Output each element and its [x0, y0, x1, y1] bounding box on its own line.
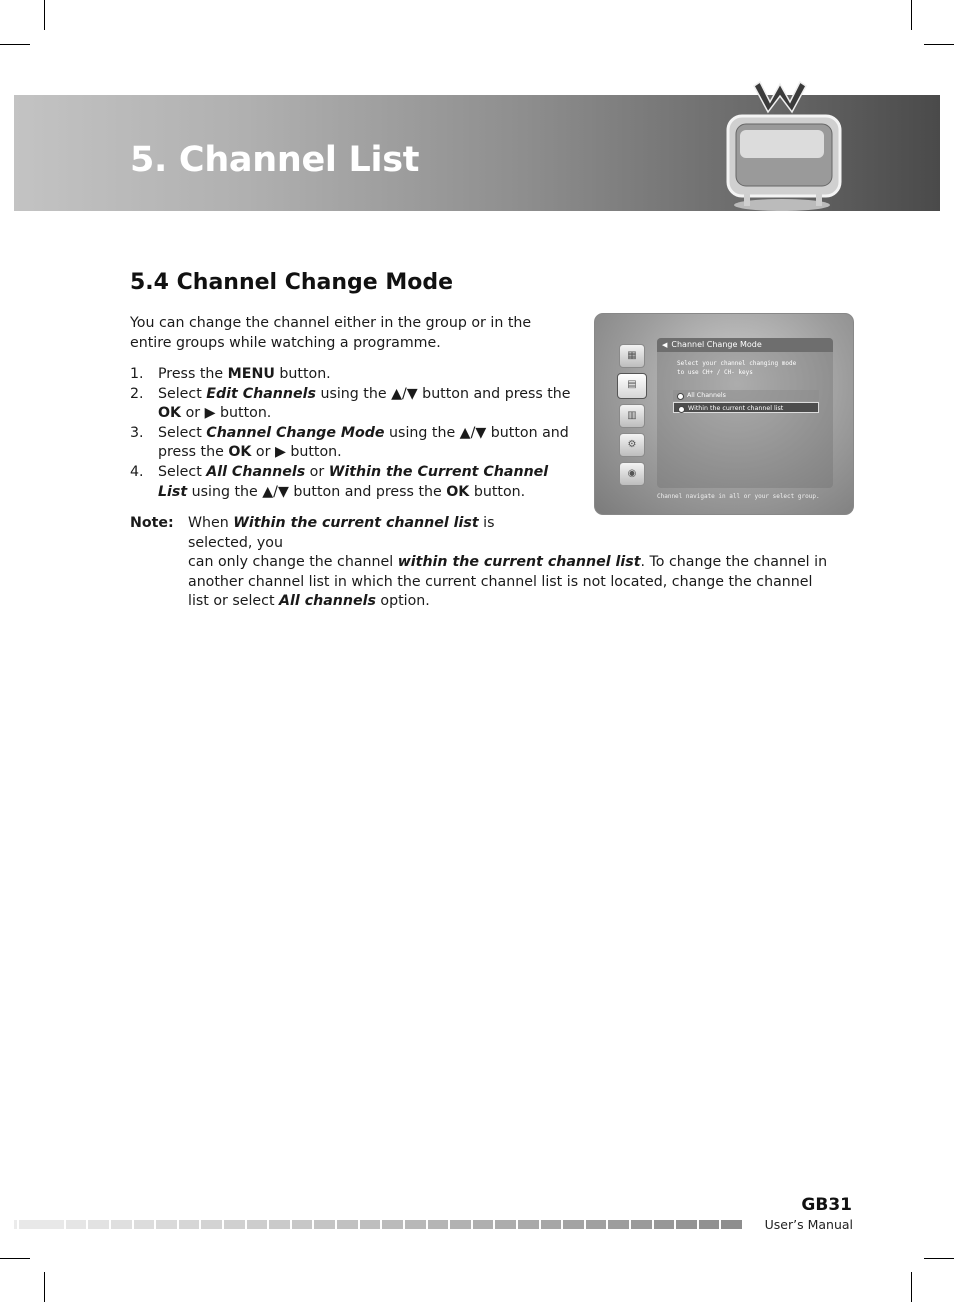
footer-bar-segment [608, 1220, 629, 1229]
intro-paragraph: You can change the channel either in the group or in the entire groups while watching a programme. [130, 315, 532, 351]
footer-bar-segment [247, 1220, 268, 1229]
text-run: using the ▲/▼ button and press the [158, 424, 569, 461]
footer-bar-segment [66, 1220, 87, 1229]
chapter-title: 5. Channel List [130, 140, 420, 180]
footer-bar-segment [586, 1220, 607, 1229]
option-within-current-list[interactable] [673, 402, 819, 413]
text-run: Select [158, 385, 207, 402]
footer-bar-segment [337, 1220, 358, 1229]
installation-icon[interactable]: ⚙ [619, 433, 645, 457]
footer-bar-segment [676, 1220, 697, 1229]
step-number: 2. [130, 385, 144, 402]
text-run: Channel Change Mode [206, 424, 385, 441]
page-number: GB31 [801, 1195, 852, 1215]
footer-bar-segment [541, 1220, 562, 1229]
footer-bar-segment [179, 1220, 200, 1229]
section-title: 5.4 Channel Change Mode [130, 270, 454, 295]
tv-icon [720, 72, 850, 214]
text-run: All Channels [206, 463, 306, 480]
channel-change-mode-panel [657, 338, 833, 488]
footer-bar-segment [382, 1220, 403, 1229]
footer-bar-segment [292, 1220, 313, 1229]
screen-footer-hint: Channel navigate in all or your select group. [657, 493, 820, 500]
crop-mark [44, 1272, 45, 1302]
text-run: When [188, 515, 234, 531]
footer-bar-segment [450, 1220, 471, 1229]
text-run: using the ▲/▼ button and press the [315, 385, 571, 402]
menu-screenshot [594, 313, 854, 515]
crop-mark [0, 1258, 30, 1259]
text-run: using the ▲/▼ button and press the [187, 483, 447, 500]
note-label: Note: [130, 515, 174, 531]
panel-description-line: Select your channel changing mode [677, 360, 797, 367]
footer-bar-segment [495, 1220, 516, 1229]
radio-icon [678, 406, 685, 413]
footer-bar-segment [631, 1220, 652, 1229]
step-number: 4. [130, 463, 144, 480]
steps-list [130, 365, 580, 502]
text-run: Edit Channels [206, 385, 316, 402]
radio-icon [677, 393, 684, 400]
step-number: 3. [130, 424, 144, 441]
side-menu [619, 344, 645, 491]
step-number: 1. [130, 366, 144, 382]
text-run: can only change the channel [188, 554, 398, 571]
option-label: Within the current channel list [688, 405, 784, 412]
crop-mark [911, 1272, 912, 1302]
system-setting-icon[interactable]: ▥ [619, 404, 645, 428]
text-run: OK [446, 483, 470, 500]
footer-bar-segment [224, 1220, 245, 1229]
footer-bar-segment [699, 1220, 720, 1229]
note [130, 514, 835, 612]
footer-bar-segment [201, 1220, 222, 1229]
footer-bar-segment [654, 1220, 675, 1229]
text-run: MENU [227, 366, 275, 382]
footer-bar-segment [405, 1220, 426, 1229]
text-run: Within the Current Channel List [158, 463, 549, 500]
back-arrow-icon: ◀ [662, 341, 668, 349]
panel-title [657, 338, 833, 352]
crop-mark [924, 1258, 954, 1259]
footer-bar [14, 1220, 742, 1229]
footer-bar-segment [473, 1220, 494, 1229]
footer-bar-segment [563, 1220, 584, 1229]
footer-bar-segment [111, 1220, 132, 1229]
option-label: All Channels [687, 392, 726, 399]
text-run: . To change the channel in another channel list in which the current channel list is not located, change the channel list or select [188, 554, 828, 610]
footer-bar-segment [428, 1220, 449, 1229]
footer-bar-segment [314, 1220, 335, 1229]
text-run: Press the [158, 366, 228, 382]
panel-description [677, 359, 827, 377]
text-run: within the current channel list [397, 554, 641, 571]
footer-bar-segment [134, 1220, 155, 1229]
footer-bar-segment [156, 1220, 177, 1229]
text-run: or [305, 463, 329, 480]
channel-list-icon[interactable]: ▦ [619, 344, 645, 368]
option-all-channels[interactable] [673, 390, 819, 401]
step-item [130, 463, 580, 502]
crop-mark [0, 44, 30, 45]
footer-bar-segment [721, 1220, 742, 1229]
panel-title-text: Channel Change Mode [671, 340, 762, 349]
text-run: button. [469, 483, 526, 500]
crop-mark [44, 0, 45, 30]
manual-label: User’s Manual [764, 1217, 853, 1232]
text-run: All channels [279, 593, 376, 610]
footer-bar-segment [88, 1220, 109, 1229]
text-run: button. [274, 366, 331, 382]
footer-bar-segment [269, 1220, 290, 1229]
note-first-line [188, 514, 835, 553]
text-run: Select [158, 463, 207, 480]
text-run: Within the current channel list [233, 515, 479, 531]
footer-bar-segment [14, 1220, 17, 1229]
text-run: or ▶ button. [181, 405, 272, 422]
step-item [130, 385, 580, 424]
step-item [130, 365, 580, 385]
panel-description-line: to use CH+ / CH- keys [677, 369, 753, 376]
text-run: option. [375, 593, 430, 610]
footer-bar-segment [518, 1220, 539, 1229]
text-run: Select [158, 424, 207, 441]
text-run: OK [228, 444, 252, 461]
crop-mark [911, 0, 912, 30]
footer-bar-segment [19, 1220, 64, 1229]
utility-icon[interactable]: ◉ [619, 462, 645, 486]
note-text [188, 514, 835, 612]
text-run: is selected, you [188, 515, 495, 551]
footer-bar-segment [360, 1220, 381, 1229]
note-rest [188, 554, 827, 609]
text-run: OK [158, 405, 182, 422]
text-run: or ▶ button. [251, 444, 342, 461]
edit-channels-icon[interactable]: ▤ [617, 373, 647, 399]
crop-mark [924, 44, 954, 45]
step-item [130, 424, 580, 463]
